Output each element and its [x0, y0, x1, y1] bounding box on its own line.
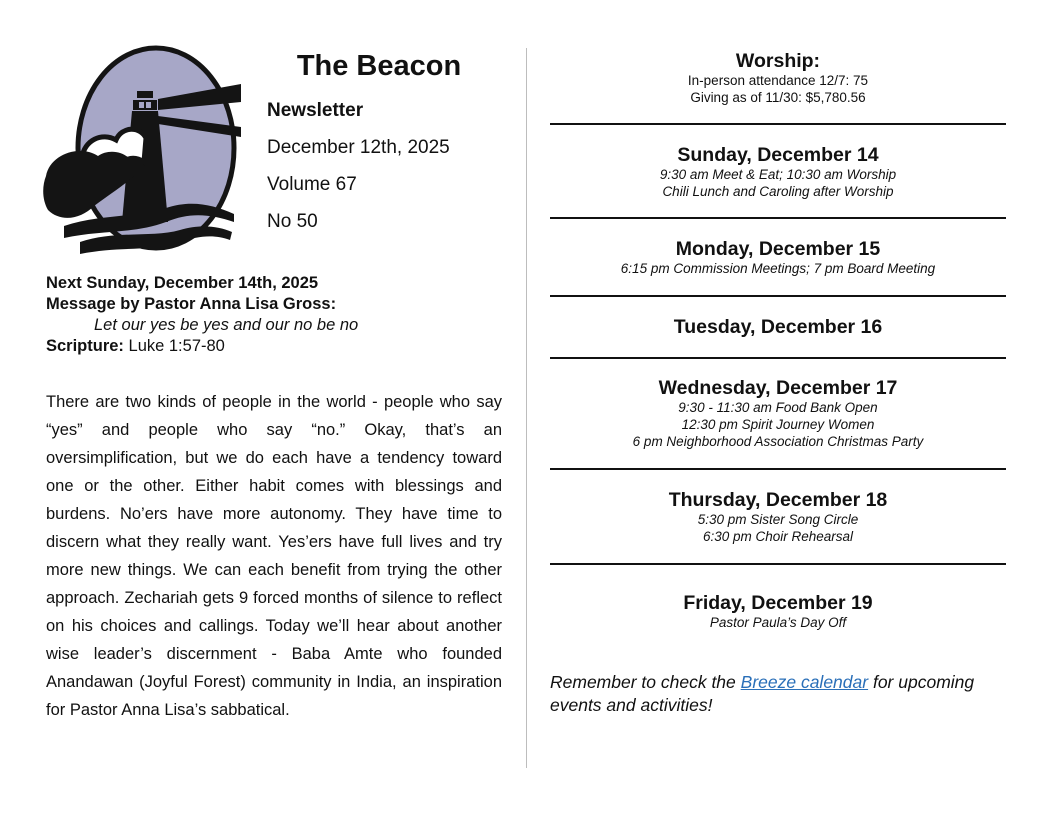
day-heading: Friday, December 19	[683, 592, 873, 614]
event-item: 9:30 - 11:30 am Food Bank Open	[678, 400, 878, 415]
breeze-calendar-link[interactable]: Breeze calendar	[740, 672, 869, 692]
message-by: Message by Pastor Anna Lisa Gross:	[46, 295, 337, 313]
schedule-day-friday	[550, 565, 1006, 631]
newsletter-date: December 12th, 2025	[267, 137, 450, 158]
event-item: 5:30 pm Sister Song Circle	[697, 512, 859, 527]
column-divider	[526, 48, 527, 768]
event-item: 6 pm Neighborhood Association Christmas Party	[632, 434, 924, 449]
event-item: 9:30 am Meet & Eat; 10:30 am Worship	[659, 167, 897, 182]
reminder-text-after: for upcoming events and activities!	[550, 672, 975, 715]
lighthouse-logo-icon	[40, 44, 255, 259]
reminder-text-before: Remember to check the	[550, 672, 741, 692]
newsletter-title: The Beacon	[296, 50, 462, 82]
day-heading: Wednesday, December 17	[658, 377, 898, 399]
day-heading: Monday, December 15	[675, 238, 881, 260]
scripture-line	[46, 336, 506, 357]
calendar-reminder	[550, 671, 1006, 717]
newsletter-volume: Volume 67	[267, 174, 357, 195]
worship-giving: Giving as of 11/30: $5,780.56	[690, 90, 866, 105]
scripture-reference: Luke 1:57-80	[123, 337, 225, 355]
day-heading: Tuesday, December 16	[673, 316, 883, 338]
event-item: 6:30 pm Choir Rehearsal	[702, 529, 854, 544]
schedule-day-thursday	[550, 470, 1006, 563]
schedule-day-tuesday	[550, 297, 1006, 357]
schedule-column	[550, 50, 1006, 717]
day-heading: Sunday, December 14	[677, 144, 879, 166]
schedule-day-monday	[550, 219, 1006, 295]
day-heading: Thursday, December 18	[668, 489, 888, 511]
scripture-label: Scripture:	[46, 337, 124, 355]
next-sunday-date: Next Sunday, December 14th, 2025	[46, 274, 319, 292]
schedule-day-wednesday	[550, 359, 1006, 468]
event-item: Pastor Paula’s Day Off	[709, 615, 847, 630]
event-item: Chili Lunch and Caroling after Worship	[662, 184, 894, 199]
article-body: There are two kinds of people in the world - people who say “yes” and people who say “no.” Okay, that’s an oversimplification, but we do each have a tendency toward one or the other. Either habit comes with blessings and burdens. No’ers have more autonomy. They have time to discern what they really want. Yes’ers have full lives and try more new things. We can each benefit from trying the other approach. Zechariah gets 9 forced months of silence to reflect on his choices and callings. Today we’ll hear about another wise leader’s discernment - Baba Amte who founded Anandawan (Joyful Forest) community in India, an inspiration for Pastor Anna Lisa’s sabbatical.	[46, 393, 502, 719]
worship-block	[550, 50, 1006, 123]
masthead	[267, 48, 507, 244]
event-item: 6:15 pm Commission Meetings; 7 pm Board Meeting	[620, 261, 936, 276]
worship-attendance: In-person attendance 12/7: 75	[687, 73, 869, 88]
newsletter-number: No 50	[267, 211, 318, 232]
sermon-info	[46, 273, 506, 357]
newsletter-subtitle: Newsletter	[267, 100, 364, 121]
worship-heading: Worship:	[735, 50, 821, 72]
schedule-day-sunday	[550, 125, 1006, 217]
event-item: 12:30 pm Spirit Journey Women	[681, 417, 875, 432]
message-title: Let our yes be yes and our no be no	[94, 316, 359, 334]
